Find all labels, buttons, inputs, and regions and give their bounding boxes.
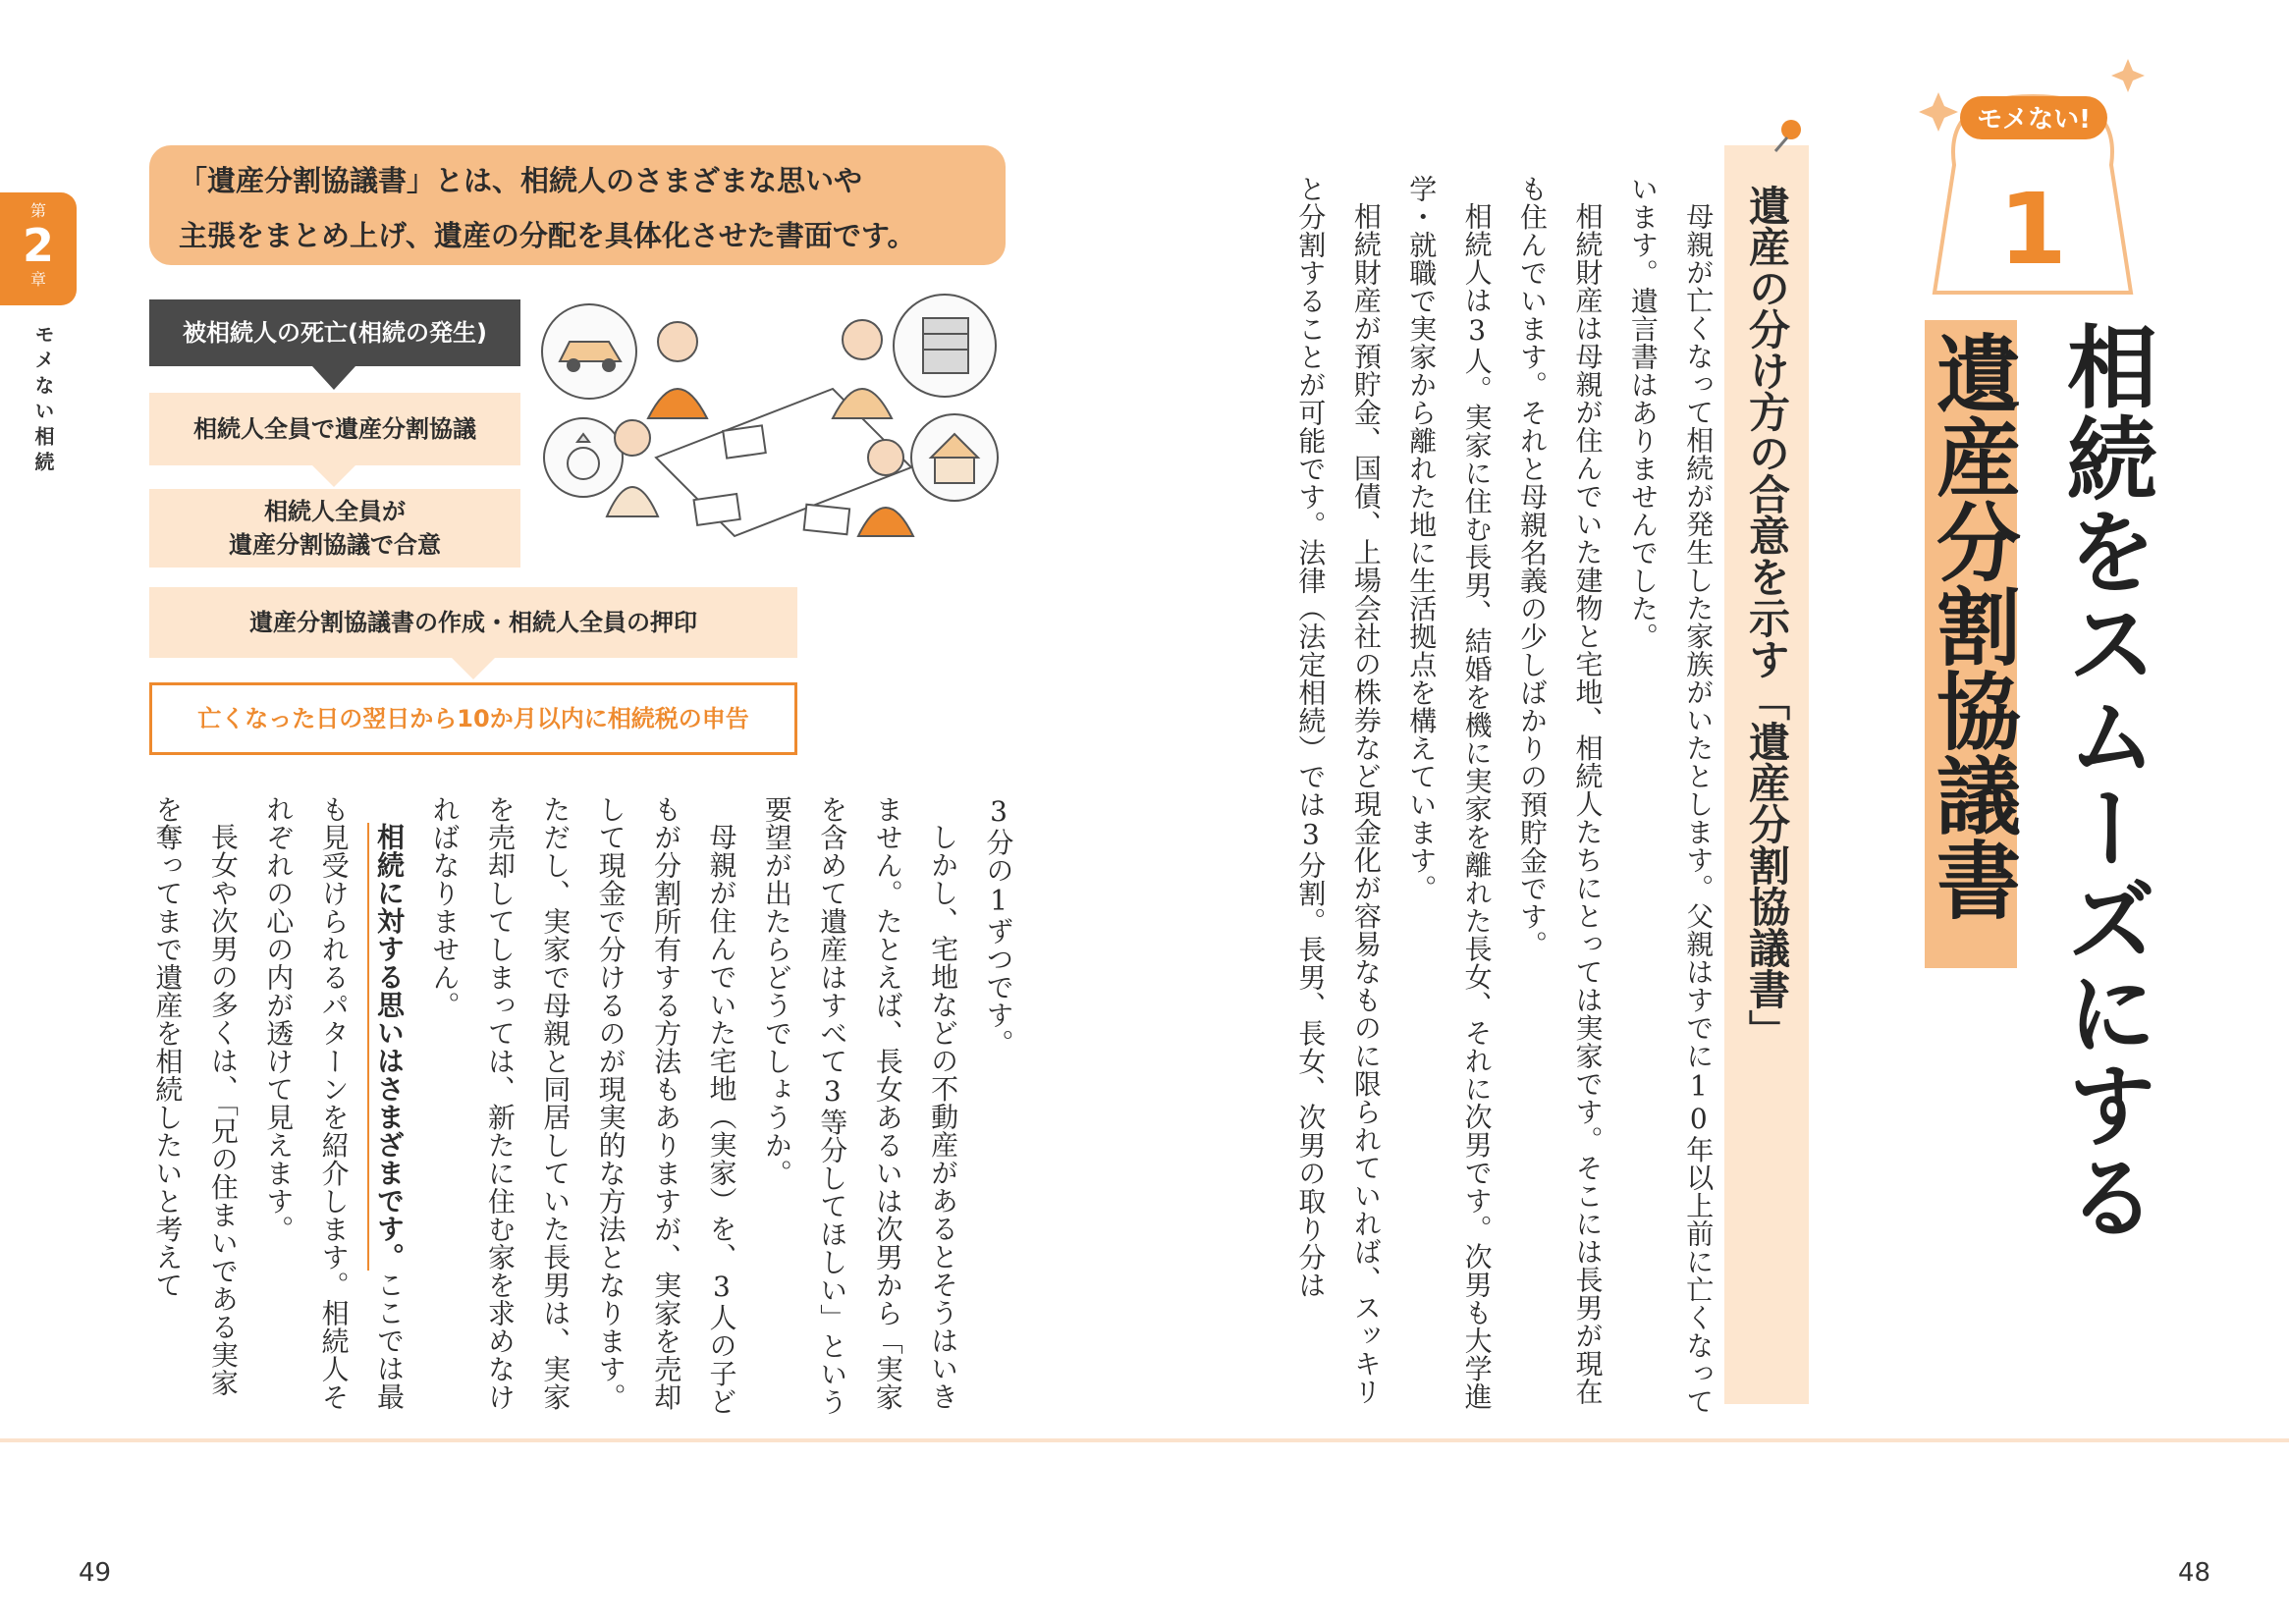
paragraph-rest: ここでは最も見受けられるパターンを紹介します。相続人それぞれの心の内が透けて見えます。 <box>262 795 407 1411</box>
badge-label: モメない! <box>1977 105 2091 135</box>
flow-step-agreement <box>149 489 520 568</box>
paragraph <box>250 795 416 1424</box>
body-text-right <box>1282 175 1725 1422</box>
paragraph: 相続財産は母親が住んでいた建物と宅地、相続人たちにとっては実家です。そこには長男が現在も住んでいます。それと母親名義の少しばかりの預貯金です。 <box>1516 175 1605 1406</box>
page-title-line1: 相続をスムーズにする <box>2052 320 2157 1243</box>
page-title-line2: 遺産分割協議書 <box>1922 330 2020 921</box>
chapter-prefix: 第 <box>29 201 46 220</box>
section-heading: 遺産の分け方の合意を示す「遺産分割協議書」 <box>1743 185 1791 1051</box>
paragraph: 相続財産が預貯金、国債、上場会社の株券など現金化が容易なものに限られていれば、スッキリと分割することが可能です。法律（法定相続）では3分割。長男、長女、次男の取り分は <box>1294 175 1383 1406</box>
flow-arrow <box>452 658 495 679</box>
paragraph: 母親が住んでいた宅地（実家）を、3人の子どもが分割所有する方法もありますが、実家を売却して現金で分けるのが現実的な方法となります。ただし、実家で母親と同居していた長男は、実家を売却してしまっては、新たに住む家を求めなければなりません。 <box>428 795 738 1416</box>
page-title-line2-band <box>1922 320 2020 968</box>
summary-line-1: 「遺産分割協議書」とは、相続人のさまざまな思いや <box>179 164 863 197</box>
body-text-left <box>139 795 1026 1424</box>
chapter-suffix: 章 <box>29 270 46 289</box>
flow-arrow <box>312 366 355 390</box>
flow-step-tax-filing: 亡くなった日の翌日から10か月以内に相続税の申告 <box>149 682 797 755</box>
pin-icon <box>1768 116 1807 155</box>
title-badge <box>1915 57 2151 302</box>
flow-step-agreement-line1: 相続人全員が <box>264 498 406 525</box>
paragraph: 3分の1ずつです。 <box>982 795 1015 1057</box>
summary-box <box>149 145 1006 265</box>
page-number-left: 49 <box>79 1558 112 1588</box>
flow-step-death: 被相続人の死亡(相続の発生) <box>149 299 520 366</box>
flow-step-discussion: 相続人全員で遺産分割協議 <box>149 393 520 465</box>
paragraph: しかし、宅地などの不動産があるとそうはいきません。たとえば、長女あるいは次男から「実家を含めて遺産はすべて3等分してほしい」という要望が出たらどうでしょうか。 <box>760 795 960 1416</box>
flow-step-document: 遺産分割協議書の作成・相続人全員の押印 <box>149 587 797 658</box>
paragraph: 相続人は3人。実家に住む長男、結婚を機に実家を離れた長女、それに次男です。次男も大学進学・就職で実家から離れた地に生活拠点を構えています。 <box>1405 175 1494 1411</box>
section-heading-band <box>1724 145 1809 1404</box>
flow-arrow <box>312 465 355 487</box>
family-meeting-illustration <box>538 291 1013 554</box>
emphasis-text: 相続に対する思いはさまざまです。 <box>373 823 407 1271</box>
footer-divider <box>0 1438 2289 1442</box>
paragraph: 母親が亡くなって相続が発生した家族がいたとします。父親はすでに10年以上前に亡くなっています。遺言書はありませんでした。 <box>1626 175 1716 1416</box>
chapter-number: 2 <box>22 219 54 272</box>
chapter-name: モメない相続 <box>31 324 55 477</box>
sparkle-icon <box>1919 92 1958 132</box>
paragraph: 長女や次男の多くは、「兄の住まいである実家を奪ってまで遺産を相続したいと考えて <box>151 795 240 1397</box>
chapter-tab <box>0 192 77 305</box>
flow-step-agreement-line2: 遺産分割協議で合意 <box>229 531 441 559</box>
page-number-right: 48 <box>2178 1558 2211 1588</box>
sparkle-icon <box>2111 59 2145 92</box>
summary-line-2: 主張をまとめ上げ、遺産の分配を具体化させた書面です。 <box>179 219 916 252</box>
badge-number: 1 <box>1998 172 2067 287</box>
